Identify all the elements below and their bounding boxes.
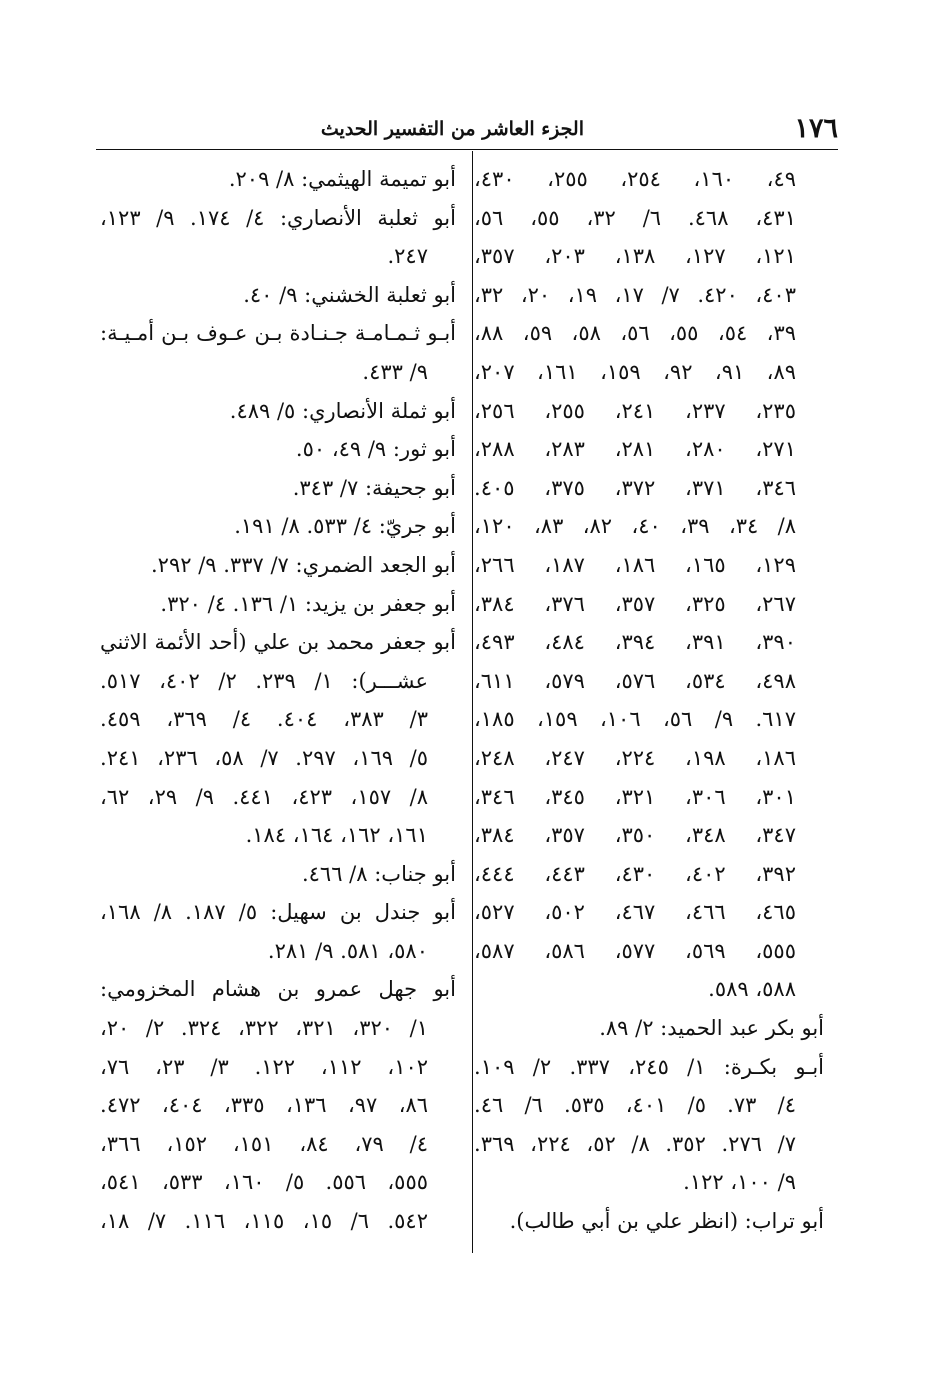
index-entry-line: ٧/ ٢٧٦. ٣٥٢. ٨/ ٥٢، ٢٢٤، ٣٦٩. [474, 1131, 796, 1156]
index-entry-line: ١٢٩، ١٦٥، ١٨٦، ١٨٧، ٢٦٦، [474, 552, 796, 577]
index-entry-line: أبو جناب: ٨/ ٤٦٦. [301, 861, 456, 886]
index-entry-line: ٣/ ٣٨٣، ٤٠٤. ٤/ ٣٦٩، ٤٥٩. [100, 707, 428, 732]
index-entry-line: ٦١٧. ٩/ ٥٦، ١٠٦، ١٥٩، ١٨٥، [474, 707, 796, 732]
index-entry-line: ٣٩، ٥٤، ٥٥، ٥٦، ٥٨، ٥٩، ٨٨، [474, 321, 797, 346]
index-entry-line: ٢٤٧. [387, 244, 428, 269]
index-entry-line: ٥/ ١٦٩، ٢٩٧. ٧/ ٥٨، ٢٣٦، ٢٤١. [100, 745, 429, 770]
index-entry-line: ٣٤٦، ٣٧١، ٣٧٢، ٣٧٥، ٤٠٥. [474, 475, 797, 500]
header-rule [96, 149, 838, 150]
index-entry-line: ٥٨٨، ٥٨٩. [708, 977, 796, 1002]
index-entry-line: أبو جعفر محمد بن علي (أحد الأئمة الاثني [100, 630, 456, 655]
index-entry-line: ٢٦٧، ٣٢٥، ٣٥٧، ٣٧٦، ٣٨٤، [474, 591, 796, 616]
index-entry-line: ١/ ٣٢٠، ٣٢١، ٣٢٢، ٣٢٤. ٢/ ٢٠، [100, 1016, 429, 1041]
index-entry-line: ٣٤٧، ٣٤٨، ٣٥٠، ٣٥٧، ٣٨٤، [474, 823, 796, 848]
index-entry-line: أبو ثور: ٩/ ٤٩، ٥٠. [295, 437, 456, 462]
index-entry-line: ٤/ ٧٣. ٥/ ٤٠١، ٥٣٥. ٦/ ٤٦. [474, 1093, 796, 1118]
index-column-left [100, 160, 456, 1241]
index-entry-line: ٤٦٥، ٤٦٦، ٤٦٧، ٥٠٢، ٥٢٧، [474, 900, 796, 925]
index-entry-line: ٨٩، ٩١، ٩٢، ١٥٩، ١٦١، ٢٠٧، [474, 359, 797, 384]
index-entry-line: ٩/ ١٠٠، ١٢٢. [683, 1170, 796, 1195]
index-entry-line: ٤٩، ١٦٠، ٢٥٤، ٢٥٥، ٤٣٠، [474, 167, 797, 191]
index-entry-line: ١٢١، ١٢٧، ١٣٨، ٢٠٣، ٣٥٧، [474, 244, 796, 269]
index-entry-line: ٥٥٥، ٥٥٦. ٥/ ١٦٠، ٥٣٣، ٥٤١، [100, 1170, 429, 1195]
index-column-right [474, 160, 824, 1241]
index-entry-line: ٨٦، ٩٧، ١٣٦، ٣٣٥، ٤٠٤، ٤٧٢. [100, 1093, 429, 1118]
column-divider [472, 151, 473, 1253]
page-header [96, 112, 838, 146]
index-entry-line: ٢٧١، ٢٨٠، ٢٨١، ٢٨٣، ٢٨٨، [474, 437, 796, 462]
index-entry-line: أبو ثعلبة الأنصاري: ٤/ ١٧٤. ٩/ ١٢٣، [100, 205, 456, 230]
index-entry-line: ٣٩٠، ٣٩١، ٣٩٤، ٤٨٤، ٤٩٣، [474, 630, 796, 655]
index-entry-line: ١٨٦، ١٩٨، ٢٢٤، ٢٤٧، ٢٤٨، [474, 745, 796, 770]
index-entry-line: أبو بكر عبد الحميد: ٢/ ٨٩. [599, 1016, 824, 1041]
index-entry-line: ٥٤٢. ٦/ ١٥، ١١٥، ١١٦. ٧/ ١٨، [100, 1209, 428, 1234]
index-entry-line: ٣٩٢، ٤٠٢، ٤٣٠، ٤٤٣، ٤٤٤، [474, 861, 796, 886]
index-entry-line: ٢٣٥، ٢٣٧، ٢٤١، ٢٥٥، ٢٥٦، [474, 398, 796, 423]
index-entry-line: أبو تراب: (انظر علي بن أبي طالب). [509, 1209, 824, 1234]
index-entry-line: أبو ثعلبة الخشني: ٩/ ٤٠. [243, 282, 456, 307]
index-entry-line: ٤/ ٧٩، ٨٤، ١٥١، ١٥٢، ٣٦٦، [100, 1131, 428, 1156]
index-entry-line: أبو جريّ: ٤/ ٥٣٣. ٨/ ١٩١. [234, 514, 456, 539]
index-entry-line: أبو جندل بن سهيل: ٥/ ١٨٧. ٨/ ١٦٨، [100, 900, 456, 925]
index-entry-line: أبو جعفر بن يزيد: ١/ ١٣٦. ٤/ ٣٢٠. [160, 591, 456, 616]
index-entry-line: أبو جحيفة: ٧/ ٣٤٣. [292, 475, 456, 500]
index-entry-line: ٩/ ٤٣٣. [362, 359, 428, 384]
index-entry-line: أبو ثملة الأنصاري: ٥/ ٤٨٩. [229, 398, 456, 423]
index-entry-line: ١٦١، ١٦٢، ١٦٤، ١٨٤. [245, 823, 428, 848]
index-entry-line: ٨/ ٣٤، ٣٩، ٤٠، ٨٢، ٨٣، ١٢٠، [474, 514, 797, 539]
index-entry-line: ٤٠٣، ٤٢٠. ٧/ ١٧، ١٩، ٢٠، ٣٢، [474, 282, 796, 307]
index-entry-line: عشـــر): ١/ ٢٣٩. ٢/ ٤٠٢، ٥١٧. [100, 668, 428, 693]
index-entry-line: أبو الجعد الضمري: ٧/ ٣٣٧. ٩/ ٢٩٢. [150, 552, 456, 577]
index-entry-line: ٥٨٠، ٥٨١. ٩/ ٢٨١. [267, 938, 428, 963]
index-entry-line: ٤٩٨، ٥٣٤، ٥٧٦، ٥٧٩، ٦١١، [474, 668, 796, 693]
index-entry-line: أبو جهل عمرو بن هشام المخزومي: [100, 977, 456, 1002]
index-entry-line: ٥٥٥، ٥٦٩، ٥٧٧، ٥٨٦، ٥٨٧، [474, 938, 796, 963]
running-title: الجزء العاشر من التفسير الحديث [320, 118, 584, 140]
index-entry-line: ١٠٢، ١١٢، ١٢٢. ٣/ ٢٣، ٧٦، [100, 1054, 429, 1079]
index-entry-line: أبو تميمة الهيثمي: ٨/ ٢٠٩. [228, 167, 456, 191]
index-entry-line: ٣٠١، ٣٠٦، ٣٢١، ٣٤٥، ٣٤٦، [474, 784, 796, 809]
index-entry-line: ٤٣١، ٤٦٨. ٦/ ٣٢، ٥٥، ٥٦، [474, 205, 796, 230]
index-entry-line: أبـو بكـرة: ١/ ٢٤٥، ٣٣٧. ٢/ ١٠٩. [474, 1054, 824, 1079]
index-entry-line: أبـو ثـمـامـة جـنـادة بـن عـوف بـن أمـيـة: [100, 321, 456, 346]
index-entry-line: ٨/ ١٥٧، ٤٢٣، ٤٤١. ٩/ ٢٩، ٦٢، [100, 784, 428, 809]
page-number: ١٧٦ [794, 113, 838, 144]
